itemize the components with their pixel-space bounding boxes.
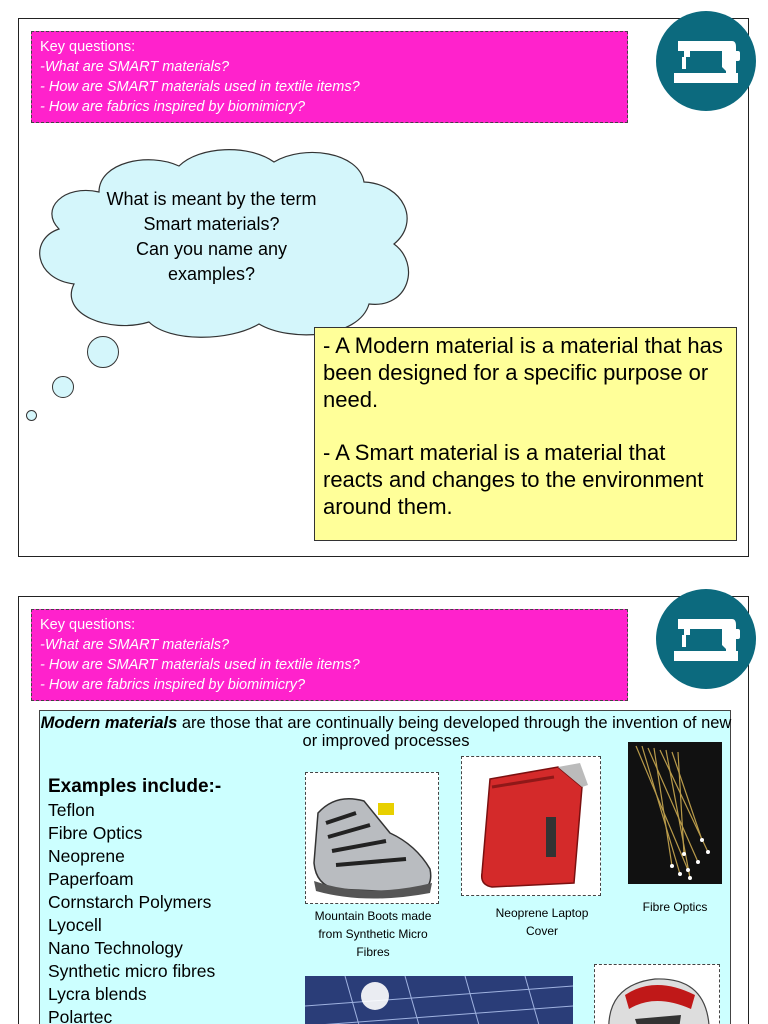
- fibre-optics-caption: Fibre Optics: [642, 900, 708, 914]
- laptop-cover-image: [461, 756, 601, 896]
- definitions-box: [314, 327, 737, 541]
- thought-bubble-small: [26, 410, 37, 421]
- helmet-image: [594, 964, 720, 1024]
- key-question-3: - How are fabrics inspired by biomimicry?: [40, 677, 306, 693]
- intro-bold: Modern materials: [40, 714, 178, 732]
- list-item: Cornstarch Polymers: [48, 892, 212, 912]
- sewing-machine-icon: [656, 585, 756, 693]
- key-questions-title: Key questions:: [40, 39, 136, 55]
- slide-2: [18, 596, 749, 1024]
- intro-rest: are those that are continually being developed through the invention of new or improved processes: [177, 714, 732, 750]
- key-question-1: -What are SMART materials?: [40, 637, 230, 653]
- thought-bubble-medium: [52, 376, 74, 398]
- list-item: Neoprene: [48, 846, 125, 866]
- cloud-line-2: Smart materials?: [143, 214, 280, 234]
- slide-1: [18, 18, 749, 557]
- smart-material-definition: - A Smart material is a material that reacts and changes to the environment around them.: [323, 440, 704, 519]
- list-item: Teflon: [48, 800, 95, 820]
- list-item: Paperfoam: [48, 869, 134, 889]
- key-questions-box: [31, 31, 628, 123]
- key-question-3: - How are fabrics inspired by biomimicry?: [40, 99, 306, 115]
- key-question-2: - How are SMART materials used in textile items?: [40, 79, 360, 95]
- cloud-question: [79, 187, 344, 287]
- key-questions-title: Key questions:: [40, 617, 136, 633]
- laptop-caption: Neoprene Laptop Cover: [495, 906, 589, 938]
- thought-bubble-large: [87, 336, 119, 368]
- list-item: Lycra blends: [48, 984, 147, 1004]
- examples-title: Examples include:-: [48, 776, 222, 797]
- list-item: Fibre Optics: [48, 823, 143, 843]
- cloud-line-1: What is meant by the term: [106, 189, 317, 209]
- list-item: Lyocell: [48, 915, 102, 935]
- list-item: Synthetic micro fibres: [48, 961, 216, 981]
- key-questions-box: [31, 609, 628, 701]
- list-item: Nano Technology: [48, 938, 183, 958]
- fibre-optics-image: [628, 742, 722, 884]
- key-question-2: - How are SMART materials used in textile items?: [40, 657, 360, 673]
- boots-caption: Mountain Boots made from Synthetic Micro Fibres: [314, 909, 432, 959]
- examples-list: [48, 799, 215, 1024]
- cloud-line-3: Can you name any: [135, 239, 288, 259]
- cloud-line-4: examples?: [167, 264, 256, 284]
- key-question-1: -What are SMART materials?: [40, 59, 230, 75]
- modern-materials-panel: [39, 710, 731, 1024]
- solar-panel-image: [305, 976, 573, 1024]
- mountain-boot-image: [305, 772, 439, 904]
- list-item: Polartec: [48, 1007, 113, 1024]
- sewing-machine-icon: [656, 7, 756, 115]
- modern-material-definition: - A Modern material is a material that has been designed for a specific purpose or need.: [323, 333, 723, 412]
